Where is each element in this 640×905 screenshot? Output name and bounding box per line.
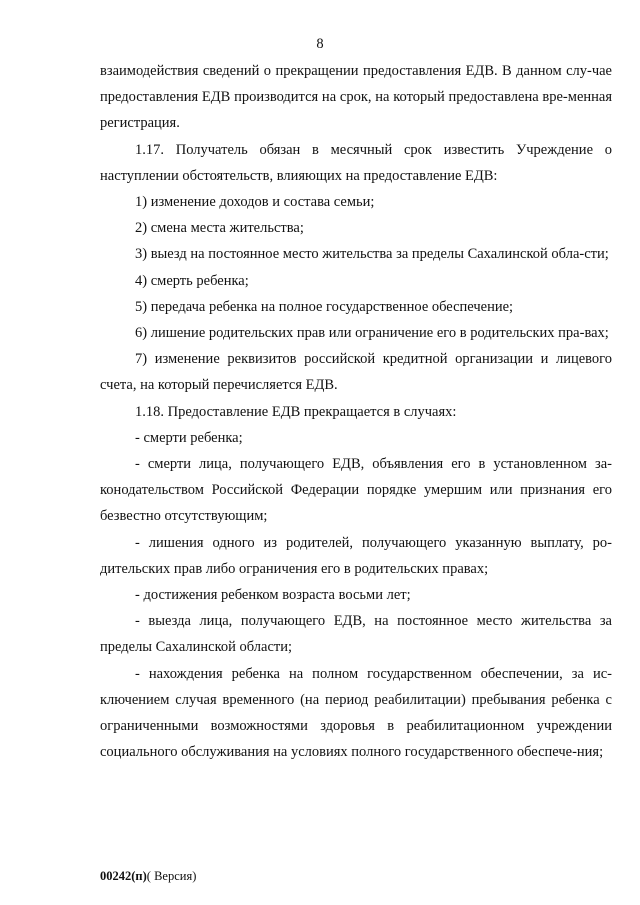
paragraph-1-17: 1.17. Получатель обязан в месячный срок известить Учреждение о наступлении обстоятельств, влияющих на предоставление ЕДВ: bbox=[100, 141, 612, 184]
list-item: - лишения одного из родителей, получающего указанную выплату, ро-дительских прав либо ограничения его в родительских правах; bbox=[100, 534, 612, 577]
list-item: 7) изменение реквизитов российской кредитной организации и лицевого счета, на который перечисляется ЕДВ. bbox=[100, 351, 612, 394]
paragraph: взаимодействия сведений о прекращении предоставления ЕДВ. В данном слу-чае предоставления ЕДВ производится на срок, на который предоставлена вре-менная регистрация. bbox=[100, 63, 612, 132]
list-item: 5) передача ребенка на полное государственное обеспечение; bbox=[135, 298, 514, 315]
list-item: - нахождения ребенка на полном государственном обеспечении, за ис-ключением случая временного (на период реабилитации) пребывания ребенка с ограниченными возможностями здоровья в реабилитационном учреждении социального обслуживания на условиях полного государственного обеспече-ния; bbox=[100, 665, 612, 761]
body-text bbox=[100, 58, 612, 765]
list-item: - смерти лица, получающего ЕДВ, объявления его в установленном за-конодательством Российской Федерации порядке умершим или признания его безвестно отсутствующим; bbox=[100, 456, 612, 525]
list-item: 3) выезд на постоянное место жительства за пределы Сахалинской обла-сти; bbox=[135, 246, 609, 263]
list-item: 2) смена места жительства; bbox=[135, 220, 304, 237]
document-code: 00242(п) bbox=[100, 869, 147, 883]
list-item: - достижения ребенком возраста восьми лет; bbox=[135, 587, 411, 604]
page-number: 8 bbox=[316, 36, 324, 52]
paragraph-1-18: 1.18. Предоставление ЕДВ прекращается в случаях: bbox=[135, 403, 457, 420]
document-footer bbox=[100, 869, 196, 884]
list-item: - выезда лица, получающего ЕДВ, на постоянное место жительства за пределы Сахалинской области; bbox=[100, 613, 612, 656]
document-version: ( Версия) bbox=[146, 869, 197, 883]
list-item: 1) изменение доходов и состава семьи; bbox=[135, 194, 375, 211]
list-item: 4) смерть ребенка; bbox=[135, 272, 249, 289]
list-item: - смерти ребенка; bbox=[135, 429, 243, 446]
list-item: 6) лишение родительских прав или ограничение его в родительских пра-вах; bbox=[135, 325, 609, 342]
